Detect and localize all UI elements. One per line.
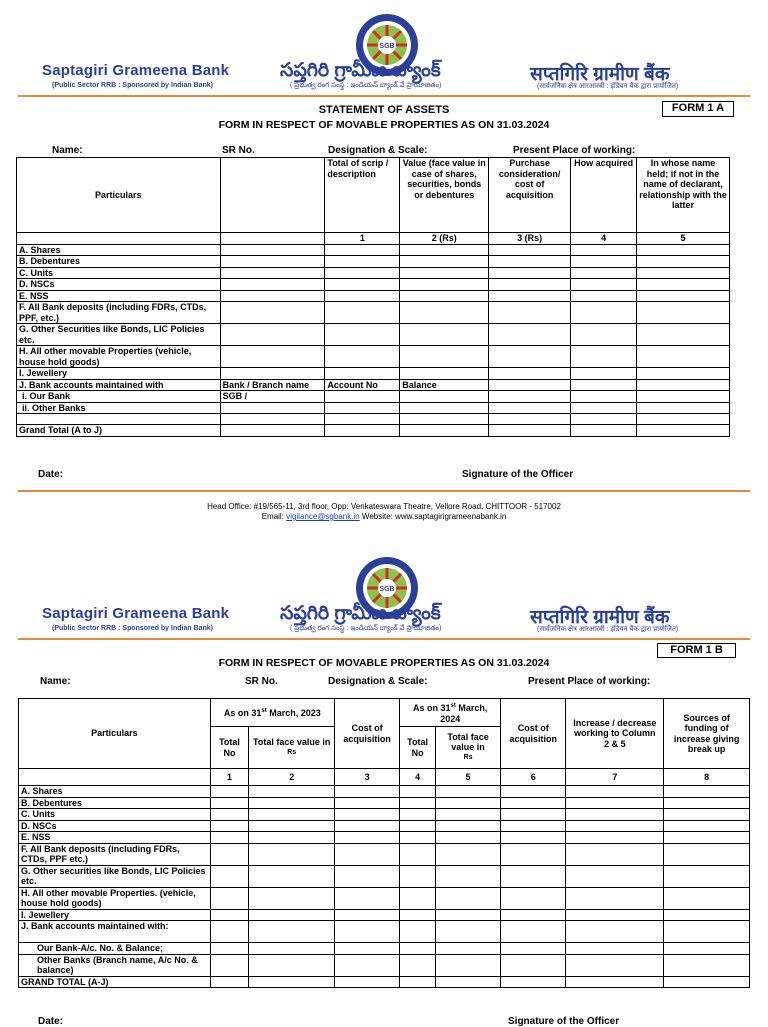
cell[interactable] [210, 809, 249, 821]
form-1a-label: FORM 1 A [662, 101, 734, 117]
cell[interactable] [335, 976, 400, 988]
bank-name-english: Saptagiri Grameena Bank [42, 62, 230, 79]
header-asof-2024: As on 31st March, 2024 [400, 699, 501, 727]
bank-subtitle-english: (Public Sector RRB : Sponsored by Indian Bank) [52, 625, 214, 632]
cell[interactable] [400, 976, 436, 988]
cell[interactable] [400, 820, 436, 832]
bank-subtitle-telugu: ( ప్రభుత్వ రంగ సంస్థ : ఇండియన్ బ్యాంక్ వే ప్రాయోజితం) [290, 82, 442, 89]
cell[interactable] [400, 843, 436, 865]
cell[interactable] [664, 954, 750, 976]
header-rule [18, 638, 750, 640]
date-label: Date: [38, 1016, 64, 1027]
cell[interactable] [210, 909, 249, 921]
bank-name-telugu: సప్తగిరి గ్రామీణ బ్యాంక్ [280, 60, 441, 81]
cell[interactable] [335, 943, 400, 955]
cell[interactable] [566, 797, 664, 809]
cell[interactable] [400, 954, 436, 976]
row-label: Other Banks (Branch name, A/c No. & balance) [19, 954, 211, 976]
cell[interactable] [435, 809, 500, 821]
row-label: B. Debentures [17, 256, 221, 268]
place-of-working-label: Present Place of working: [513, 145, 636, 156]
cell[interactable] [210, 786, 249, 798]
cell[interactable] [566, 976, 664, 988]
cell[interactable] [210, 954, 249, 976]
col-number: 3 [335, 769, 400, 786]
grand-total-label: Grand Total (A to J) [17, 425, 221, 437]
cell[interactable] [664, 909, 750, 921]
col-number: 2 (Rs) [400, 233, 489, 245]
cell[interactable] [501, 865, 566, 887]
designation-label: Designation & Scale: [328, 676, 428, 687]
cell[interactable] [400, 909, 436, 921]
cell[interactable] [566, 921, 664, 943]
sr-no-label: SR No. [245, 676, 278, 687]
header-face-value: Total face value in Rs [435, 727, 500, 769]
cell[interactable] [435, 887, 500, 909]
header-cost-2024: Cost of acquisition [501, 699, 566, 769]
header-total-no: Total No [400, 727, 436, 769]
cell[interactable] [335, 832, 400, 844]
svg-text:SGB: SGB [379, 586, 395, 593]
header-total-no: Total No [210, 727, 249, 769]
row-label: I. Jewellery [19, 909, 211, 921]
cell[interactable] [664, 976, 750, 988]
bank-branch-header: Bank / Branch name [220, 379, 325, 391]
cell[interactable] [335, 909, 400, 921]
bank-name-hindi: सप्तगिरि ग्रामीण बैंक [530, 607, 670, 628]
row-label: D. NSCs [19, 820, 211, 832]
col-number: 3 (Rs) [489, 233, 571, 245]
row-label: Our Bank-A/c. No. & Balance; [19, 943, 211, 955]
head-office-address: Head Office: #19/565-11, 3rd floor, Opp: Venkateswara Theatre, Vellore Road, CHITTOOR - 517002 [207, 502, 561, 511]
form-1b-subtitle: FORM IN RESPECT OF MOVABLE PROPERTIES AS ON 31.03.2024 [218, 657, 550, 669]
bank-subtitle-english: (Public Sector RRB : Sponsored by Indian Bank) [52, 82, 214, 89]
cell[interactable] [335, 820, 400, 832]
cell[interactable] [501, 786, 566, 798]
row-label: E. NSS [19, 832, 211, 844]
col-number: 1 [325, 233, 400, 245]
cell[interactable] [210, 797, 249, 809]
email-link[interactable]: vigilance@sgbank.in [286, 512, 360, 521]
cell[interactable] [501, 943, 566, 955]
cell[interactable] [435, 976, 500, 988]
cell[interactable] [501, 954, 566, 976]
cell[interactable] [400, 921, 436, 943]
cell[interactable] [501, 832, 566, 844]
cell[interactable] [435, 832, 500, 844]
cell[interactable] [249, 909, 335, 921]
cell[interactable] [335, 865, 400, 887]
row-label: G. Other Securities like Bonds, LIC Policies etc. [17, 324, 221, 346]
cell[interactable] [435, 786, 500, 798]
cell[interactable] [249, 832, 335, 844]
cell[interactable] [335, 921, 400, 943]
row-label: J. Bank accounts maintained with [17, 379, 221, 391]
cell[interactable] [566, 786, 664, 798]
name-label: Name: [52, 145, 83, 156]
signature-label: Signature of the Officer [508, 1016, 620, 1027]
cell[interactable] [566, 909, 664, 921]
bank-name-hindi: सप्तगिरि ग्रामीण बैंक [530, 64, 670, 85]
col-number: 1 [210, 769, 249, 786]
header-col5: In whose name held; if not in the name of declarant, relationship with the latter [637, 158, 730, 233]
cell[interactable] [400, 865, 436, 887]
sr-no-label: SR No. [222, 145, 255, 156]
cell[interactable] [400, 887, 436, 909]
cell[interactable] [566, 954, 664, 976]
cell[interactable] [435, 943, 500, 955]
cell[interactable] [566, 809, 664, 821]
col-number: 6 [501, 769, 566, 786]
form-1b-label: FORM 1 B [657, 643, 736, 658]
cell[interactable] [249, 797, 335, 809]
cell[interactable] [335, 786, 400, 798]
cell[interactable] [435, 843, 500, 865]
cell[interactable] [664, 797, 750, 809]
cell[interactable] [566, 865, 664, 887]
cell[interactable] [249, 843, 335, 865]
cell[interactable] [335, 809, 400, 821]
row-label: J. Bank accounts maintained with: [19, 921, 211, 943]
cell[interactable] [664, 921, 750, 943]
cell[interactable] [400, 797, 436, 809]
header-particulars: Particulars [17, 158, 221, 233]
cell[interactable] [566, 843, 664, 865]
bank-subtitle-hindi: (सार्वजनिक क्षेत्र आरआरबी : इंडियन बैंक द्वारा प्रायोजित) [537, 626, 679, 633]
col-number: 7 [566, 769, 664, 786]
col-number: 2 [249, 769, 335, 786]
cell[interactable] [501, 976, 566, 988]
cell[interactable] [501, 843, 566, 865]
cell[interactable] [501, 921, 566, 943]
row-label: I. Jewellery [17, 368, 221, 380]
col-number: 5 [637, 233, 730, 245]
header-cost-2023: Cost of acquisition [335, 699, 400, 769]
row-label: A. Shares [19, 786, 211, 798]
cell[interactable] [501, 909, 566, 921]
cell[interactable] [249, 943, 335, 955]
website-text: Website: www.saptagirigrameenabank.in [361, 512, 507, 521]
cell[interactable] [210, 976, 249, 988]
our-bank-value[interactable]: SGB / [220, 391, 325, 403]
col-number: 5 [435, 769, 500, 786]
cell[interactable] [664, 820, 750, 832]
cell[interactable] [435, 954, 500, 976]
cell[interactable] [210, 921, 249, 943]
col-number: 4 [400, 769, 436, 786]
cell[interactable] [566, 832, 664, 844]
cell[interactable] [501, 797, 566, 809]
balance-header: Balance [400, 379, 489, 391]
cell[interactable] [435, 797, 500, 809]
cell[interactable] [210, 843, 249, 865]
row-label: C. Units [19, 809, 211, 821]
cell[interactable] [664, 809, 750, 821]
bank-subtitle-hindi: (सार्वजनिक क्षेत्र आरआरबी : इंडियन बैंक द्वारा प्रायोजित) [537, 83, 679, 90]
row-label: G. Other securities like Bonds, LIC Policies etc. [19, 865, 211, 887]
header-col4: How acquired [571, 158, 637, 233]
row-label: B. Debentures [19, 797, 211, 809]
cell[interactable] [435, 820, 500, 832]
designation-label: Designation & Scale: [328, 145, 428, 156]
header-col2: Value (face value in case of shares, securities, bonds or debentures [400, 158, 489, 233]
bank-subtitle-telugu: ( ప్రభుత్వ రంగ సంస్థ : ఇండియన్ బ్యాంక్ వే ప్రాయోజితం) [290, 625, 442, 632]
cell[interactable] [664, 865, 750, 887]
cell[interactable] [566, 820, 664, 832]
header-particulars: Particulars [19, 699, 211, 769]
cell[interactable] [249, 786, 335, 798]
row-label: D. NSCs [17, 279, 221, 291]
cell[interactable] [400, 809, 436, 821]
email-label: Email: [261, 512, 284, 521]
row-label: C. Units [17, 267, 221, 279]
account-no-header: Account No [325, 379, 400, 391]
cell[interactable] [210, 887, 249, 909]
form-1a-title: STATEMENT OF ASSETS [318, 104, 450, 116]
cell[interactable] [400, 943, 436, 955]
cell[interactable] [335, 887, 400, 909]
row-label: F. All Bank deposits (including FDRs, CTDs, PPF etc.) [19, 843, 211, 865]
cell[interactable] [566, 943, 664, 955]
row-label: F. All Bank deposits (including FDRs, CTDs, PPF, etc.) [17, 302, 221, 324]
row-label: A. Shares [17, 244, 221, 256]
cell[interactable] [249, 887, 335, 909]
cell[interactable] [435, 921, 500, 943]
cell[interactable] [249, 820, 335, 832]
header-col3: Purchase consideration/ cost of acquisition [489, 158, 571, 233]
col-number: 4 [571, 233, 637, 245]
cell[interactable] [435, 865, 500, 887]
form-1a-subtitle: FORM IN RESPECT OF MOVABLE PROPERTIES AS ON 31.03.2024 [218, 119, 550, 131]
bank-name-english: Saptagiri Grameena Bank [42, 605, 230, 622]
cell[interactable] [210, 865, 249, 887]
cell[interactable] [664, 887, 750, 909]
form-1b-table [18, 698, 750, 988]
header-face-value: Total face value in Rs [249, 727, 335, 769]
cell[interactable] [566, 887, 664, 909]
cell[interactable] [249, 954, 335, 976]
cell[interactable] [664, 786, 750, 798]
cell[interactable] [210, 943, 249, 955]
row-label: H. All other movable Properties (vehicle, house hold goods) [17, 346, 221, 368]
row-label: i. Our Bank [17, 391, 221, 403]
cell[interactable] [210, 832, 249, 844]
cell[interactable] [210, 820, 249, 832]
cell[interactable] [249, 921, 335, 943]
row-label: H. All other movable Properties. (vehicle, house hold goods) [19, 887, 211, 909]
row-label: E. NSS [17, 290, 221, 302]
header-increase: Increase / decrease working to Column 2 & 5 [566, 699, 664, 769]
cell[interactable] [400, 786, 436, 798]
signature-label: Signature of the Officer [462, 469, 574, 480]
cell[interactable] [501, 809, 566, 821]
cell[interactable] [664, 832, 750, 844]
grand-total-label: GRAND TOTAL (A-J) [19, 976, 211, 988]
header-sources: Sources of funding of increase giving break up [664, 699, 750, 769]
cell[interactable] [664, 943, 750, 955]
col-number: 8 [664, 769, 750, 786]
bank-name-telugu: సప్తగిరి గ్రామీణ బ్యాంక్ [280, 603, 441, 624]
svg-text:SGB: SGB [379, 43, 395, 50]
date-label: Date: [38, 469, 64, 480]
cell[interactable] [501, 887, 566, 909]
cell[interactable] [664, 843, 750, 865]
cell[interactable] [249, 865, 335, 887]
cell[interactable] [335, 954, 400, 976]
cell[interactable] [435, 909, 500, 921]
header-asof-2023: As on 31st March, 2023 [210, 699, 334, 727]
cell[interactable] [249, 976, 335, 988]
name-label: Name: [40, 676, 71, 687]
cell[interactable] [335, 797, 400, 809]
place-of-working-label: Present Place of working: [528, 676, 651, 687]
row-label: ii. Other Banks [17, 402, 221, 414]
header-col1: Total of scrip / description [325, 158, 400, 233]
cell[interactable] [335, 843, 400, 865]
cell[interactable] [400, 832, 436, 844]
cell[interactable] [249, 809, 335, 821]
cell[interactable] [501, 820, 566, 832]
